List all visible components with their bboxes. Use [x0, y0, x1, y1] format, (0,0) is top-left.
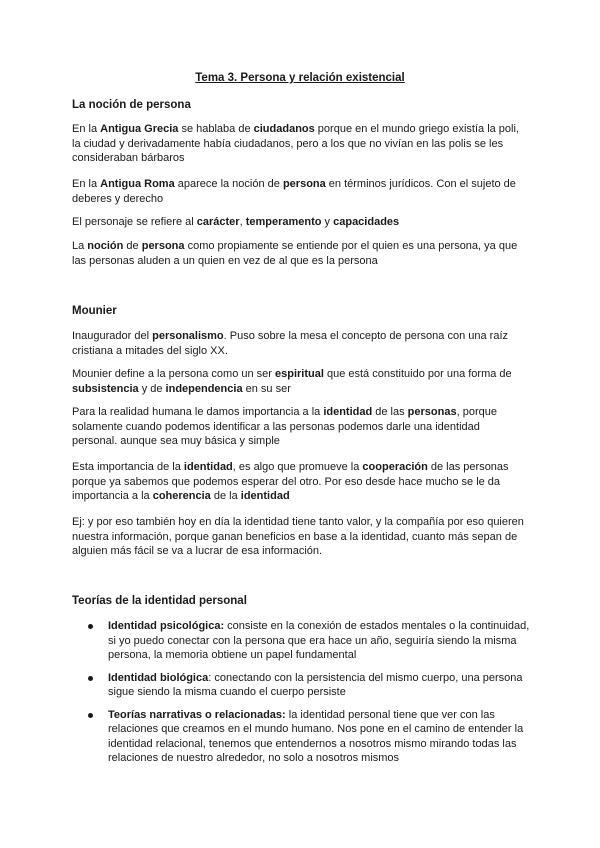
- bullet-icon: [88, 713, 93, 718]
- bold-term: identidad: [323, 406, 373, 418]
- text: Para la realidad humana le damos importancia a la: [72, 406, 324, 418]
- bullet-icon: [88, 624, 93, 629]
- theories-list: [72, 619, 532, 774]
- text: de: [123, 240, 142, 252]
- section-heading-mounier: Mounier: [72, 305, 117, 317]
- bold-term: ciudadanos: [253, 123, 315, 135]
- text: , es algo que promueve la: [232, 461, 363, 473]
- text: que está constituido por una forma de: [323, 368, 512, 380]
- paragraph-ejemplo: Ej: y por eso también hoy en día la identidad tiene tanto valor, y la compañía por eso quieren nuestra información, porque ganan beneficios en base a la identidad, cuanto más sepan de alguien más fácil se va a lucrar de esa información.: [72, 516, 524, 557]
- bold-term: subsistencia: [72, 382, 139, 395]
- text: El personaje se refiere al: [72, 216, 197, 228]
- text: aparece la noción de: [174, 178, 283, 190]
- bold-term: espiritual: [275, 368, 324, 380]
- bold-term: independencia: [165, 382, 243, 395]
- bold-term: personas: [407, 406, 457, 418]
- paragraph-personaje: [72, 215, 528, 230]
- bold-term: persona: [282, 178, 326, 190]
- bold-term: Identidad psicológica:: [108, 620, 225, 632]
- text: Esta importancia de la: [72, 461, 184, 473]
- text: En la: [72, 123, 101, 135]
- bold-term: personalismo: [152, 330, 224, 342]
- bold-term: cooperación: [362, 461, 428, 473]
- text: : conectando con la persistencia del mismo cuerpo, una persona sigue siendo la misma cuando el cuerpo persiste: [108, 671, 523, 698]
- bold-term: temperamento: [245, 216, 322, 228]
- bold-term: Antigua Grecia: [100, 123, 179, 135]
- paragraph-importancia-identidad: [72, 460, 528, 504]
- list-item-identidad-psicologica: [72, 619, 532, 663]
- paragraph-realidad-humana: [72, 405, 528, 449]
- bold-term: carácter: [196, 216, 240, 228]
- bold-term: identidad: [183, 461, 233, 473]
- document-title: Tema 3. Persona y relación existencial: [195, 72, 405, 84]
- bold-term: Teorías narrativas o relacionadas:: [108, 708, 286, 721]
- text: de las personas porque ya sabemos que podemos esperar del otro. Por eso desde hace mucho se le da importancia a la: [72, 461, 509, 502]
- text: la identidad personal tiene que ver con las relaciones que creamos en el mundo humano. Nos pone en el camino de entender la identidad relacional, tenemos que entendernos a nosotros mismo mirando todas las relaciones de nuestro alrededor, no solo a nosotros mismos: [108, 708, 524, 764]
- list-item-teorias-narrativas: [72, 708, 532, 766]
- text: como propiamente se entiende por el quien es una persona, ya que las personas aluden a un quien en vez de al que es la persona: [72, 240, 518, 267]
- text: en su ser: [242, 382, 291, 395]
- text: Mounier define a la persona como un ser: [72, 368, 276, 380]
- bullet-icon: [88, 676, 93, 681]
- text: . Puso sobre la mesa el concepto de persona con una raíz cristiana a mitades del siglo XX.: [72, 330, 508, 357]
- paragraph-antigua-roma: [72, 177, 528, 206]
- paragraph-antigua-grecia: [72, 122, 528, 166]
- text: En la: [72, 178, 101, 190]
- text: en términos jurídicos. Con el sujeto de deberes y derecho: [72, 178, 516, 205]
- paragraph-personalismo: [72, 329, 528, 358]
- bold-term: capacidades: [333, 216, 400, 228]
- bold-term: Antigua Roma: [100, 178, 175, 190]
- text: de la: [210, 490, 241, 502]
- text: , porque solamente cuando podemos identificar a las personas podemos darle una identidad personal. aunque sea muy básica y simple: [72, 406, 497, 447]
- text: de las: [372, 406, 408, 418]
- bold-term: noción: [87, 240, 124, 252]
- bold-term: coherencia: [152, 490, 211, 502]
- bold-term: Identidad biológica: [108, 671, 209, 684]
- text: ,: [239, 216, 246, 228]
- text: consiste en la conexión de estados mentales o la continuidad, si yo puedo conectar con la persona que era hace un año, seguiría siendo la misma persona, la memoria obtiene un papel fundamental: [108, 620, 530, 661]
- text: Inaugurador del: [72, 330, 153, 342]
- section-heading-nocion-persona: La noción de persona: [72, 99, 191, 111]
- bold-term: identidad: [240, 490, 290, 502]
- section-heading-teorias: Teorías de la identidad personal: [72, 595, 247, 607]
- text: y: [321, 216, 334, 228]
- list-item-identidad-biologica: [72, 671, 532, 700]
- text: porque en el mundo griego existía la poli, la ciudad y derivadamente había ciudadanos, pero a los que no vivían en las polis se les consideraban bárbaros: [72, 123, 519, 164]
- paragraph-mounier-define: [72, 367, 528, 396]
- text: se hablaba de: [178, 123, 254, 135]
- text: y de: [138, 382, 166, 395]
- bold-term: persona: [141, 240, 185, 252]
- paragraph-nocion: [72, 239, 528, 268]
- text: La: [72, 240, 88, 252]
